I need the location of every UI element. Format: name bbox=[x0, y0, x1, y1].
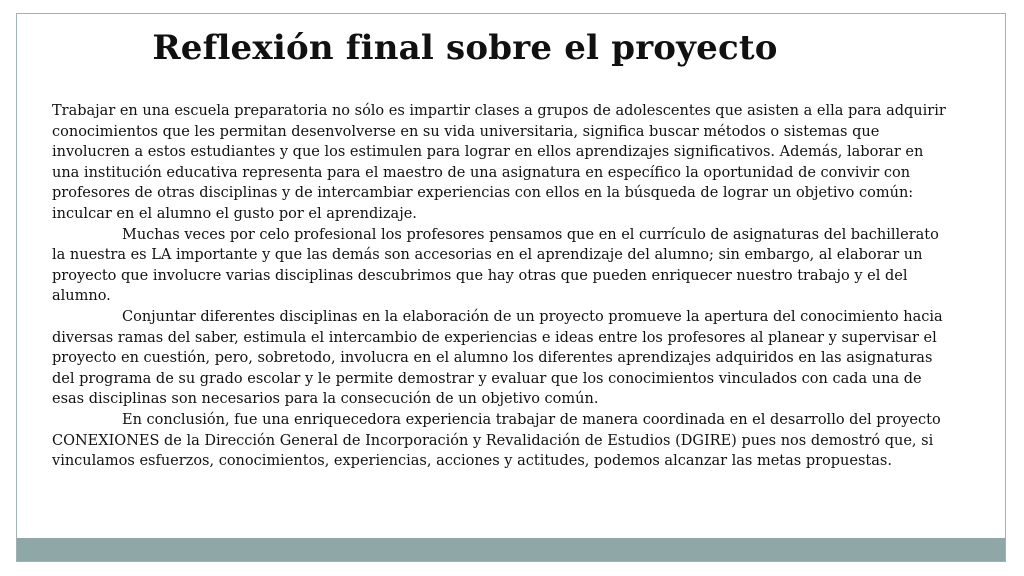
paragraph-professional-zeal: Muchas veces por celo profesional los profesores pensamos que en el currículo de asignaturas del bachillerato la nuestra es LA importante y que las demás son accesorias en el aprendizaje del alumno; sin embargo, al elaborar un proyecto que involucre varias disciplinas descubrimos que hay otras que pueden enriquecer nuestro trabajo y el del alumno. bbox=[52, 226, 939, 305]
slide-title: Reflexión final sobre el proyecto bbox=[152, 28, 778, 68]
footer-band bbox=[17, 538, 1005, 561]
paragraph-combining-disciplines: Conjuntar diferentes disciplinas en la elaboración de un proyecto promueve la apertura del conocimiento hacia diversas ramas del saber, estimula el intercambio de experiencias e ideas entre los profesores al planear y supervisar el proyecto en cuestión, pero, sobretodo, involucra en el alumno los diferentes aprendizajes adquiridos en las asignaturas del programa de su grado escolar y le permite demostrar y evaluar que los conocimientos vinculados con cada una de esas disciplinas son necesarios para la consecución de un objetivo común. bbox=[52, 308, 943, 408]
slide-body bbox=[52, 101, 952, 472]
paragraph-conclusion: En conclusión, fue una enriquecedora experiencia trabajar de manera coordinada en el desarrollo del proyecto CONEXIONES de la Dirección General de Incorporación y Revalidación de Estudios (DGIRE) pues nos demostró que, si vinculamos esfuerzos, conocimientos, experiencias, acciones y actitudes, podemos alcanzar las metas propuestas. bbox=[52, 411, 941, 470]
paragraph-intro: Trabajar en una escuela preparatoria no sólo es impartir clases a grupos de adolescentes que asisten a ella para adquirir conocimientos que les permitan desenvolverse en su vida universitaria, significa buscar métodos o sistemas que involucren a estos estudiantes y que los estimulen para lograr en ellos aprendizajes significativos. Además, laborar en una institución educativa representa para el maestro de una asignatura en específico la oportunidad de convivir con profesores de otras disciplinas y de intercambiar experiencias con ellos en la búsqueda de lograr un objetivo común: inculcar en el alumno el gusto por el aprendizaje. bbox=[52, 103, 946, 222]
